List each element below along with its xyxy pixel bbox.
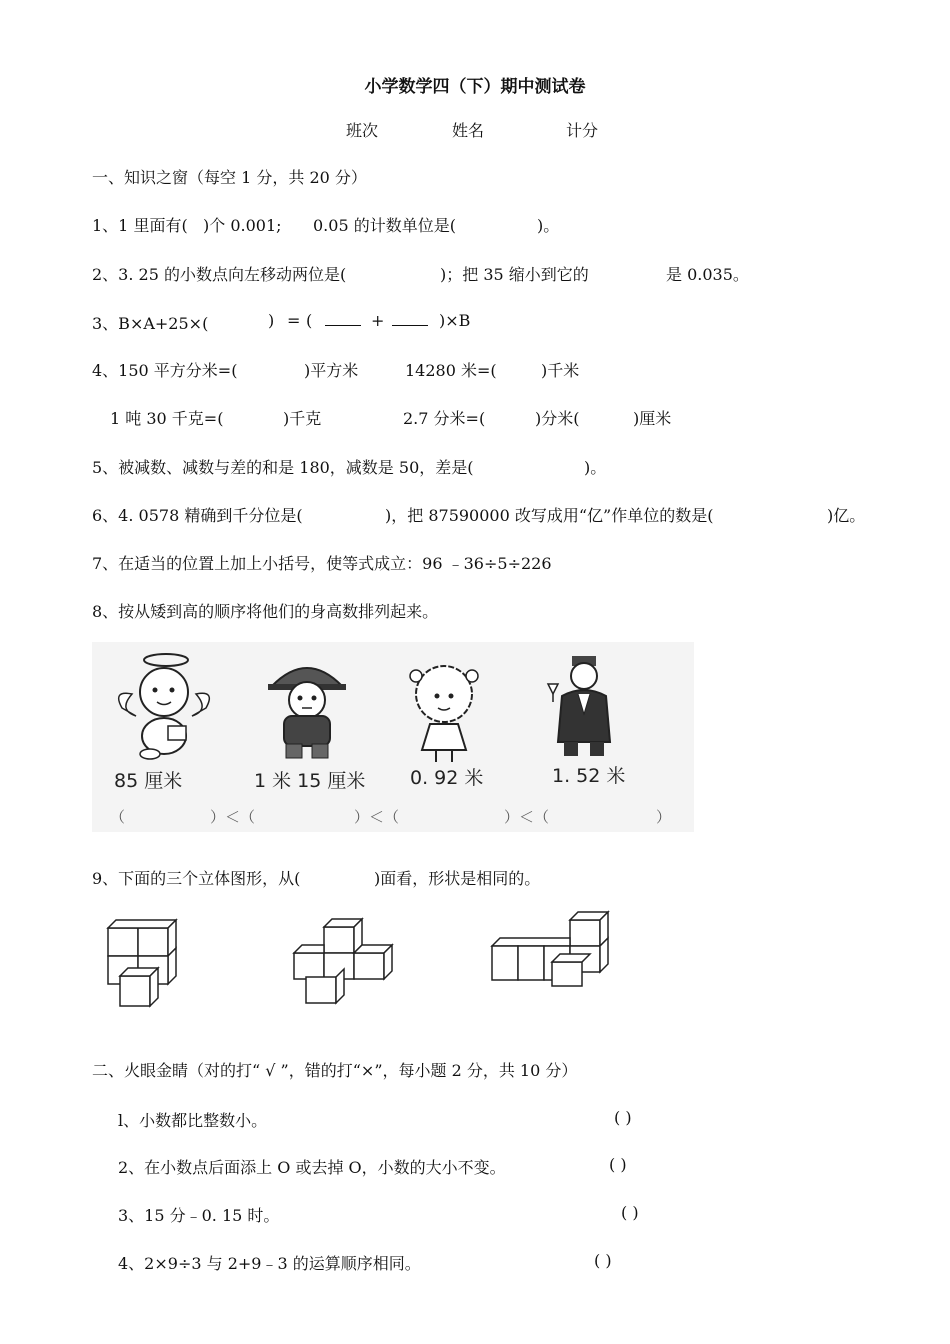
height-label-angel: 85 厘米 bbox=[114, 770, 183, 792]
cube-figure-2 bbox=[288, 915, 398, 1007]
height-label-girl: 0. 92 米 bbox=[410, 767, 484, 789]
q2-part-a: 2、3. 25 的小数点向左移动两位是( bbox=[92, 265, 347, 284]
q9-part-b: )面看，形状是相同的。 bbox=[374, 869, 541, 888]
girl-icon bbox=[402, 656, 486, 766]
q9-part-a: 9、下面的三个立体图形，从( bbox=[92, 869, 301, 888]
name-label: 姓名 bbox=[452, 121, 485, 140]
compare-open: （ bbox=[110, 808, 126, 826]
height-label-man: 1. 52 米 bbox=[552, 765, 626, 787]
q3-part-c: = bbox=[287, 311, 301, 330]
height-figure bbox=[92, 642, 694, 832]
q4-part-f: )千克 bbox=[283, 409, 322, 428]
q3-blank-2[interactable] bbox=[392, 311, 428, 330]
q3-part-a: 3、B×A+25×( bbox=[92, 314, 209, 333]
compare-close: ） bbox=[656, 808, 672, 826]
q2-part-b: )；把 35 缩小到它的 bbox=[440, 265, 589, 284]
tf-item-4: 4、2×9÷3 与 2+9﹣3 的运算顺序相同。 bbox=[118, 1254, 421, 1273]
cube-figure-3 bbox=[490, 908, 614, 990]
q4-part-b: )平方米 bbox=[304, 361, 359, 380]
tf-answer-3[interactable]: ( ) bbox=[621, 1203, 639, 1222]
tf-answer-1[interactable]: ( ) bbox=[614, 1108, 632, 1127]
angel-baby-icon bbox=[114, 650, 214, 762]
q3-part-f: )×B bbox=[439, 311, 471, 330]
tf-item-1: l、小数都比整数小。 bbox=[118, 1111, 268, 1130]
score-label: 计分 bbox=[566, 121, 599, 140]
q4-part-c: 14280 米=( bbox=[405, 361, 497, 380]
q4-part-e: 1 吨 30 千克=( bbox=[110, 409, 224, 428]
q3-part-d: ( bbox=[306, 311, 313, 330]
page-title: 小学数学四（下）期中测试卷 bbox=[364, 77, 586, 97]
q1-part-a: 1、1 里面有( bbox=[92, 216, 188, 235]
q7-text: 7、在适当的位置上加上小括号，使等式成立：96 ﹣36÷5÷226 bbox=[92, 554, 552, 573]
q4-part-g: 2.7 分米=( bbox=[403, 409, 486, 428]
q5-part-b: )。 bbox=[584, 458, 607, 477]
q6-part-c: )亿。 bbox=[827, 506, 866, 525]
cube-figure-1 bbox=[100, 912, 190, 1012]
q4-part-a: 4、150 平方分米=( bbox=[92, 361, 238, 380]
boy-helmet-icon bbox=[262, 656, 352, 762]
q1-part-c: 0.05 的计数单位是( bbox=[313, 216, 456, 235]
q8-text: 8、按从矮到高的顺序将他们的身高数排列起来。 bbox=[92, 602, 439, 621]
q3-part-e: + bbox=[371, 311, 385, 330]
q1-part-b: )个 0.001; bbox=[203, 216, 282, 235]
q1-part-d: )。 bbox=[537, 216, 560, 235]
tf-answer-4[interactable]: ( ) bbox=[594, 1251, 612, 1270]
class-label: 班次 bbox=[346, 121, 379, 140]
q3-blank-1[interactable] bbox=[325, 311, 361, 330]
q3-part-b: ) bbox=[268, 311, 275, 330]
tf-item-2: 2、在小数点后面添上 O 或去掉 O，小数的大小不变。 bbox=[118, 1158, 506, 1177]
q4-part-i: )厘米 bbox=[633, 409, 672, 428]
q5-part-a: 5、被减数、减数与差的和是 180，减数是 50，差是( bbox=[92, 458, 474, 477]
man-suit-icon bbox=[544, 654, 624, 760]
q6-part-a: 6、4. 0578 精确到千分位是( bbox=[92, 506, 303, 525]
compare-lt-1: ）＜（ bbox=[210, 808, 256, 826]
tf-item-3: 3、15 分﹣0. 15 时。 bbox=[118, 1206, 280, 1225]
section1-heading: 一、知识之窗（每空 1 分，共 20 分） bbox=[92, 168, 367, 187]
section2-heading: 二、火眼金睛（对的打“ √ ”，错的打“×”，每小题 2 分，共 10 分） bbox=[92, 1061, 578, 1080]
q6-part-b: )，把 87590000 改写成用“亿”作单位的数是( bbox=[385, 506, 714, 525]
height-label-boy: 1 米 15 厘米 bbox=[254, 770, 366, 792]
compare-lt-2: ）＜（ bbox=[354, 808, 400, 826]
compare-lt-3: ）＜（ bbox=[504, 808, 550, 826]
q4-part-h: )分米( bbox=[535, 409, 580, 428]
q4-part-d: )千米 bbox=[541, 361, 580, 380]
tf-answer-2[interactable]: ( ) bbox=[609, 1155, 627, 1174]
q2-part-c: 是 0.035。 bbox=[666, 265, 749, 284]
